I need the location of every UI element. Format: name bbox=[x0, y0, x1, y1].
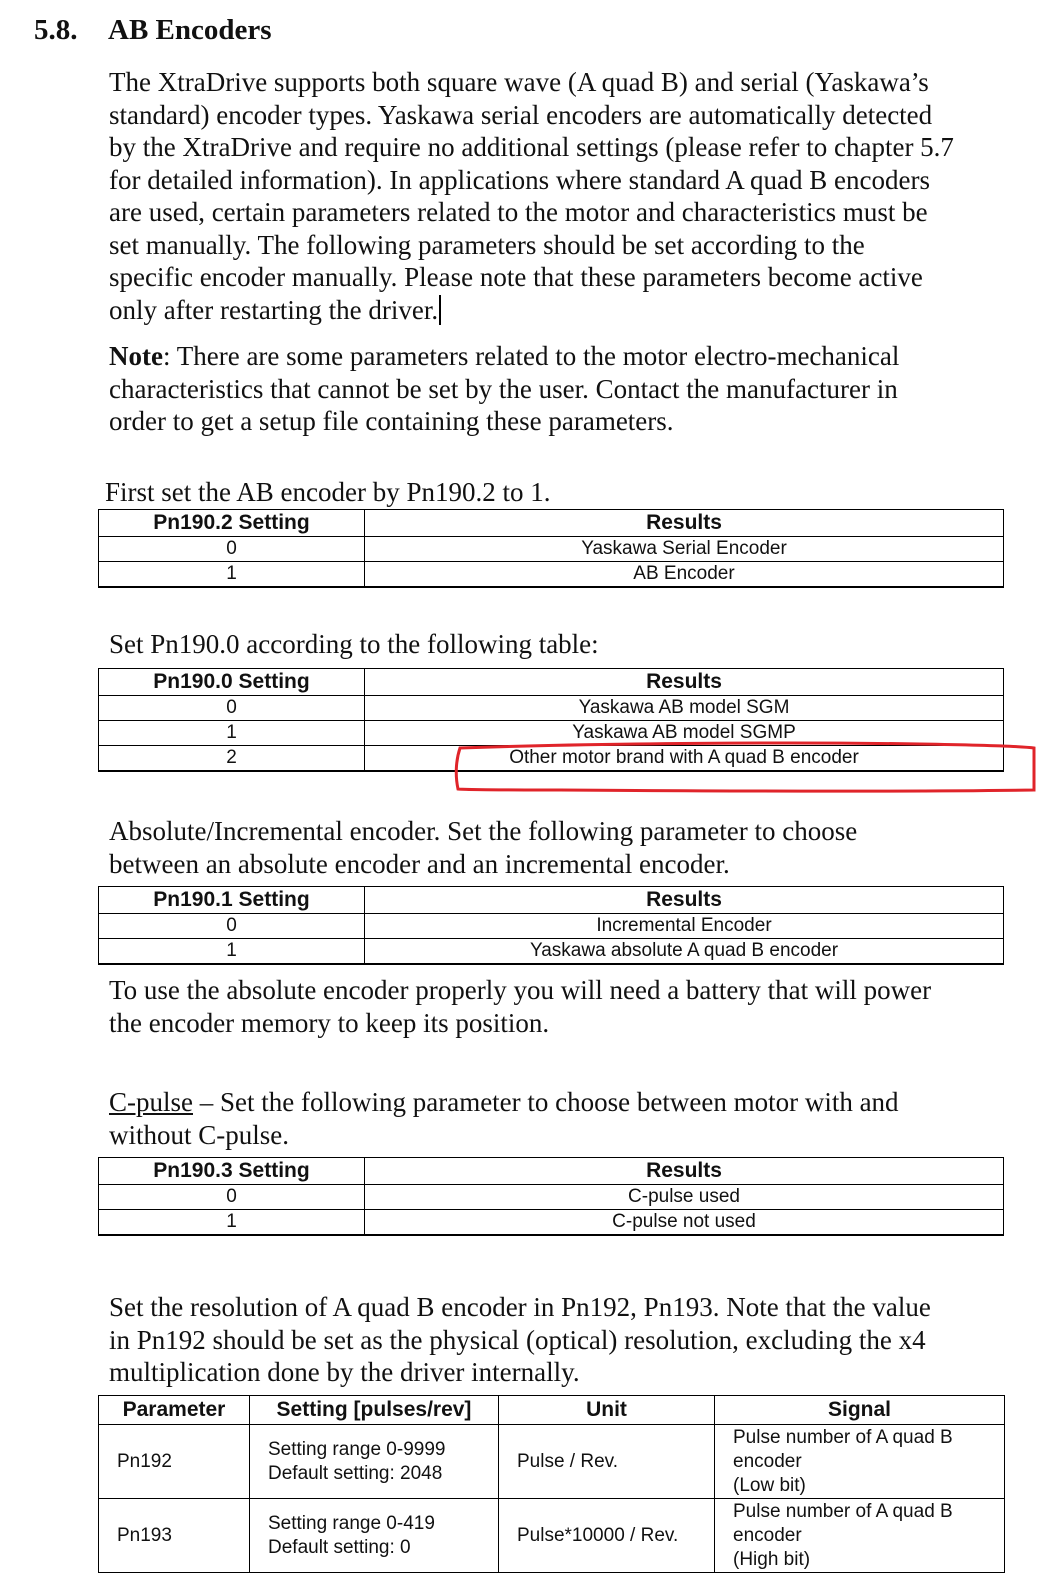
result-cell: Other motor brand with A quad B encoder bbox=[365, 746, 1004, 772]
pn190-2-caption: First set the AB encoder by Pn190.2 to 1. bbox=[105, 477, 551, 507]
c-pulse-term: C-pulse bbox=[109, 1087, 193, 1117]
setting-cell: 0 bbox=[99, 537, 365, 562]
column-header: Results bbox=[365, 510, 1004, 537]
intro-line: by the XtraDrive and require no additional settings (please refer to chapter 5.7 bbox=[109, 132, 954, 162]
table-row bbox=[99, 1425, 1005, 1499]
column-header: Results bbox=[365, 887, 1004, 914]
table-row bbox=[99, 721, 1004, 746]
setting-cell: 1 bbox=[99, 939, 365, 965]
note-paragraph bbox=[109, 340, 899, 438]
pn190-0-caption: Set Pn190.0 according to the following table: bbox=[109, 629, 599, 659]
result-cell: Yaskawa absolute A quad B encoder bbox=[365, 939, 1004, 965]
intro-line: are used, certain parameters related to the motor and characteristics must be bbox=[109, 197, 928, 227]
section-heading bbox=[34, 14, 272, 47]
pn190-1-caption: Absolute/Incremental encoder. Set the following parameter to choose between an absolute encoder and an incremental encoder. bbox=[109, 816, 858, 879]
table-row bbox=[99, 1499, 1005, 1573]
intro-paragraph bbox=[109, 66, 954, 326]
section-number: 5.8. bbox=[34, 14, 78, 46]
result-cell: Yaskawa AB model SGMP bbox=[365, 721, 1004, 746]
note-line: : There are some parameters related to the motor electro-mechanical bbox=[162, 341, 900, 371]
intro-line: for detailed information). In applications where standard A quad B encoders bbox=[109, 164, 930, 195]
setting-cell: 0 bbox=[99, 914, 365, 939]
text-cursor bbox=[439, 295, 441, 325]
signal-cell: Pulse number of A quad B encoder (Low bit) bbox=[715, 1425, 1005, 1499]
note-line: characteristics that cannot be set by the user. Contact the manufacturer in bbox=[109, 373, 898, 404]
column-header: Results bbox=[365, 669, 1004, 696]
column-header: Setting [pulses/rev] bbox=[250, 1396, 499, 1425]
result-cell: C-pulse not used bbox=[365, 1210, 1004, 1236]
setting-cell: 1 bbox=[99, 562, 365, 588]
intro-line: specific encoder manually. Please note that these parameters become active bbox=[109, 262, 923, 292]
intro-line: standard) encoder types. Yaskawa serial encoders are automatically detected bbox=[109, 99, 933, 130]
intro-line: set manually. The following parameters should be set according to the bbox=[109, 229, 865, 260]
setting-cell: Setting range 0-419 Default setting: 0 bbox=[250, 1499, 499, 1573]
setting-cell: Setting range 0-9999 Default setting: 2048 bbox=[250, 1425, 499, 1499]
column-header: Pn190.0 Setting bbox=[99, 669, 365, 696]
result-cell: Yaskawa AB model SGM bbox=[365, 696, 1004, 721]
intro-line: only after restarting the driver. bbox=[109, 294, 954, 327]
parameter-cell: Pn192 bbox=[99, 1425, 250, 1499]
setting-cell: 0 bbox=[99, 696, 365, 721]
parameter-cell: Pn193 bbox=[99, 1499, 250, 1573]
signal-cell: Pulse number of A quad B encoder (High bit) bbox=[715, 1499, 1005, 1573]
note-label: Note bbox=[109, 341, 163, 371]
table-row bbox=[99, 746, 1004, 772]
result-cell: AB Encoder bbox=[365, 562, 1004, 588]
pn190-2-table bbox=[98, 509, 1004, 588]
setting-cell: 0 bbox=[99, 1185, 365, 1210]
absolute-encoder-note: To use the absolute encoder properly you will need a battery that will power the encoder memory to keep its position. bbox=[109, 975, 932, 1038]
pn190-3-table bbox=[98, 1157, 1004, 1236]
result-cell: C-pulse used bbox=[365, 1185, 1004, 1210]
column-header: Pn190.3 Setting bbox=[99, 1158, 365, 1185]
column-header: Unit bbox=[499, 1396, 715, 1425]
note-line: order to get a setup file containing these parameters. bbox=[109, 406, 674, 436]
setting-cell: 1 bbox=[99, 721, 365, 746]
result-cell: Yaskawa Serial Encoder bbox=[365, 537, 1004, 562]
unit-cell: Pulse*10000 / Rev. bbox=[499, 1499, 715, 1573]
column-header: Pn190.1 Setting bbox=[99, 887, 365, 914]
result-cell: Incremental Encoder bbox=[365, 914, 1004, 939]
table-row bbox=[99, 696, 1004, 721]
setting-cell: 1 bbox=[99, 1210, 365, 1236]
pn190-1-table bbox=[98, 886, 1004, 965]
pn190-0-table bbox=[98, 668, 1004, 772]
pn190-3-caption: C-pulse – Set the following parameter to choose between motor with and without C-pulse. bbox=[109, 1087, 899, 1150]
resolution-caption: Set the resolution of A quad B encoder in Pn192, Pn193. Note that the value in Pn192 should be set as the physical (optical) resolution, excluding the x4 multiplication done by the driver internally. bbox=[109, 1292, 931, 1387]
column-header: Signal bbox=[715, 1396, 1005, 1425]
table-row bbox=[99, 537, 1004, 562]
table-row bbox=[99, 914, 1004, 939]
setting-cell: 2 bbox=[99, 746, 365, 772]
resolution-table bbox=[98, 1395, 1005, 1573]
table-row bbox=[99, 562, 1004, 588]
table-row bbox=[99, 939, 1004, 965]
column-header: Pn190.2 Setting bbox=[99, 510, 365, 537]
column-header: Parameter bbox=[99, 1396, 250, 1425]
intro-line: The XtraDrive supports both square wave (A quad B) and serial (Yaskawa’s bbox=[109, 67, 929, 97]
unit-cell: Pulse / Rev. bbox=[499, 1425, 715, 1499]
table-row bbox=[99, 1210, 1004, 1236]
section-title: AB Encoders bbox=[108, 14, 272, 46]
table-row bbox=[99, 1185, 1004, 1210]
column-header: Results bbox=[365, 1158, 1004, 1185]
